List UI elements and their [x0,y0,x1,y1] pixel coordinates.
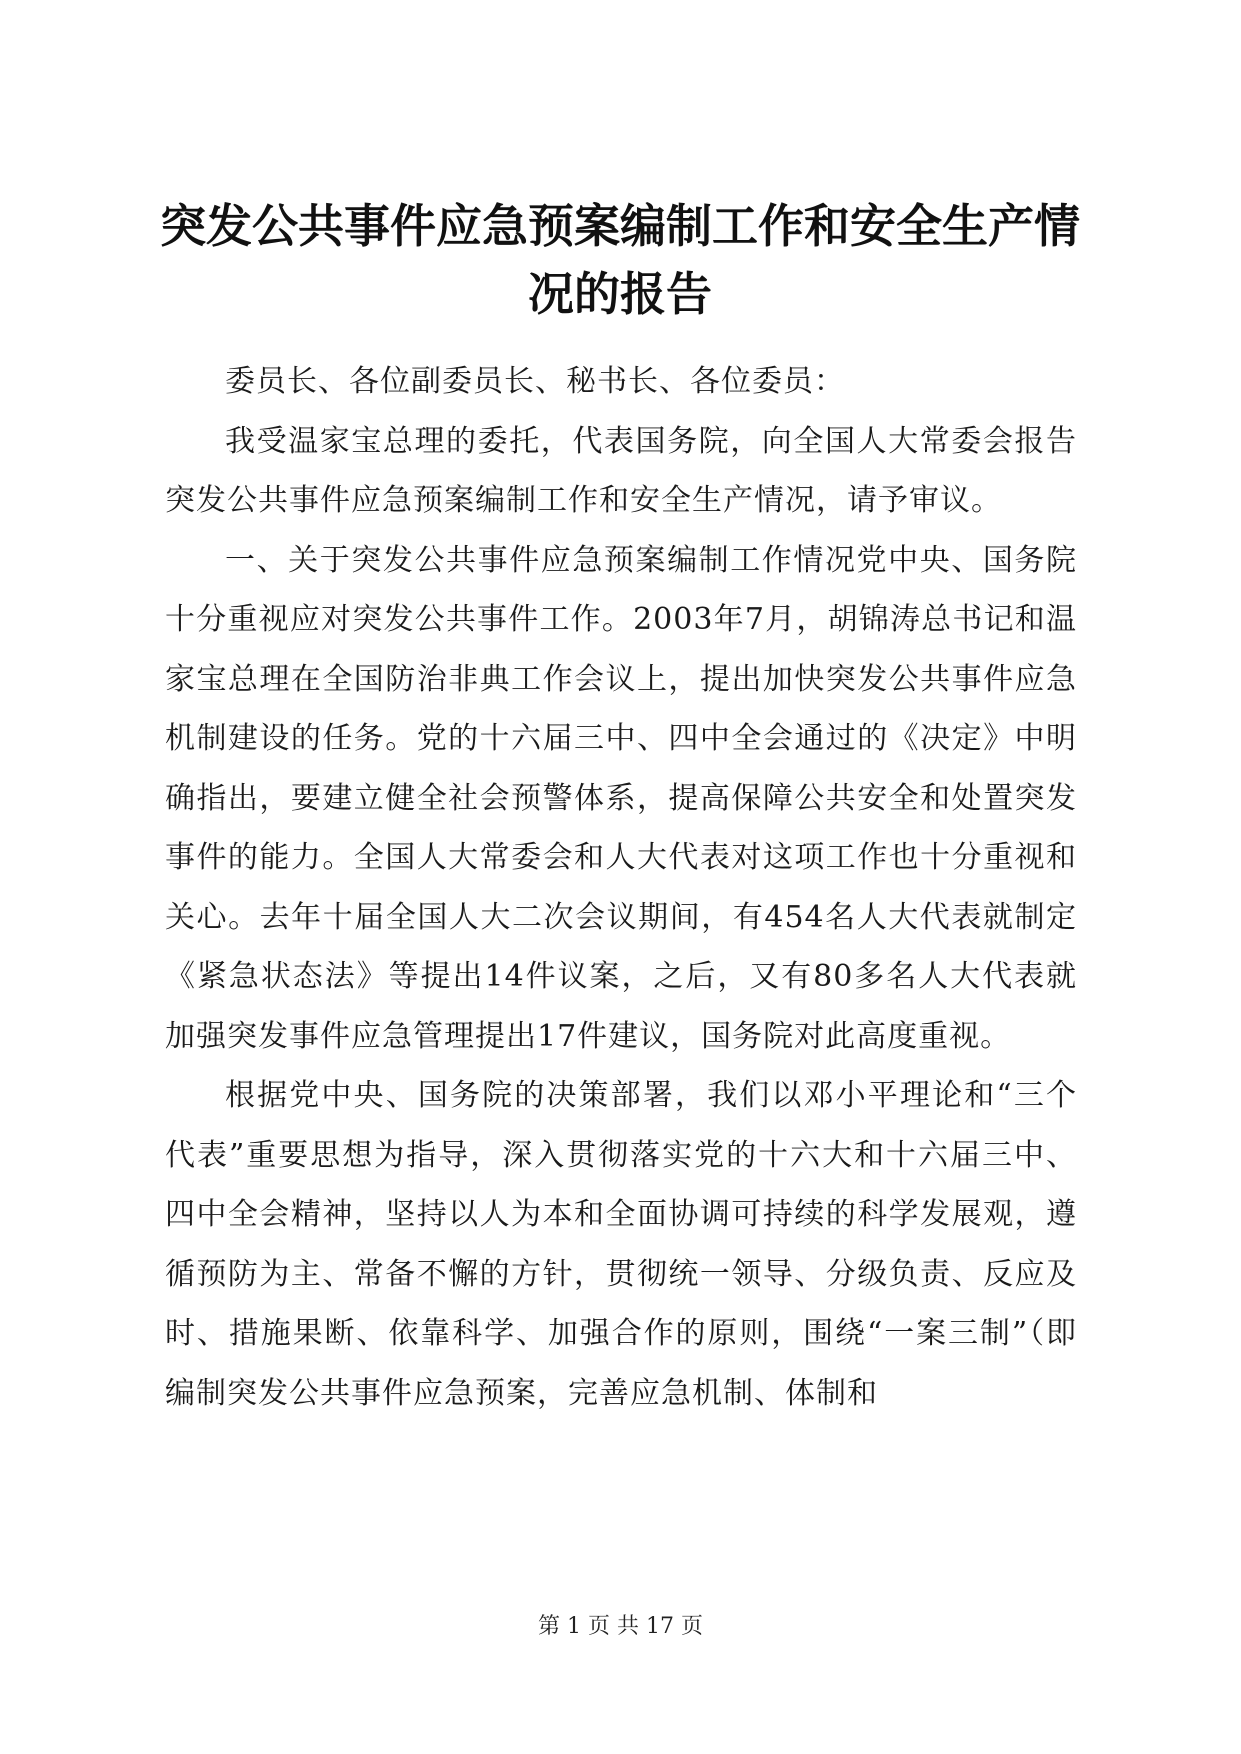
intro-paragraph: 我受温家宝总理的委托，代表国务院，向全国人大常委会报告突发公共事件应急预案编制工作和安全生产情况，请予审议。 [165,423,1077,518]
document-body [165,352,1077,1423]
section-one-paragraph: 一、关于突发公共事件应急预案编制工作情况党中央、国务院十分重视应对突发公共事件工作。2003年7月，胡锦涛总书记和温家宝总理在全国防治非典工作会议上，提出加快突发公共事件应急机制建设的任务。党的十六届三中、四中全会通过的《决定》中明确指出，要建立健全社会预警体系，提高保障公共安全和处置突发事件的能力。全国人大常委会和人大代表对这项工作也十分重视和关心。去年十届全国人大二次会议期间，有454名人大代表就制定《紧急状态法》等提出14件议案，之后，又有80多名人大代表就加强突发事件应急管理提出17件建议，国务院对此高度重视。 [165,542,1077,1054]
guidance-paragraph: 根据党中央、国务院的决策部署，我们以邓小平理论和“三个代表”重要思想为指导，深入贯彻落实党的十六大和十六届三中、四中全会精神，坚持以人为本和全面协调可持续的科学发展观，遵循预防为主、常备不懈的方针，贯彻统一领导、分级负责、反应及时、措施果断、依靠科学、加强合作的原则，围绕“一案三制”（即编制突发公共事件应急预案，完善应急机制、体制和 [165,1078,1077,1411]
page-number-footer: 第 1 页 共 17 页 [538,1614,703,1639]
document-title: 突发公共事件应急预案编制工作和安全生产情况的报告 [160,199,1080,321]
salutation-paragraph: 委员长、各位副委员长、秘书长、各位委员： [225,364,845,399]
